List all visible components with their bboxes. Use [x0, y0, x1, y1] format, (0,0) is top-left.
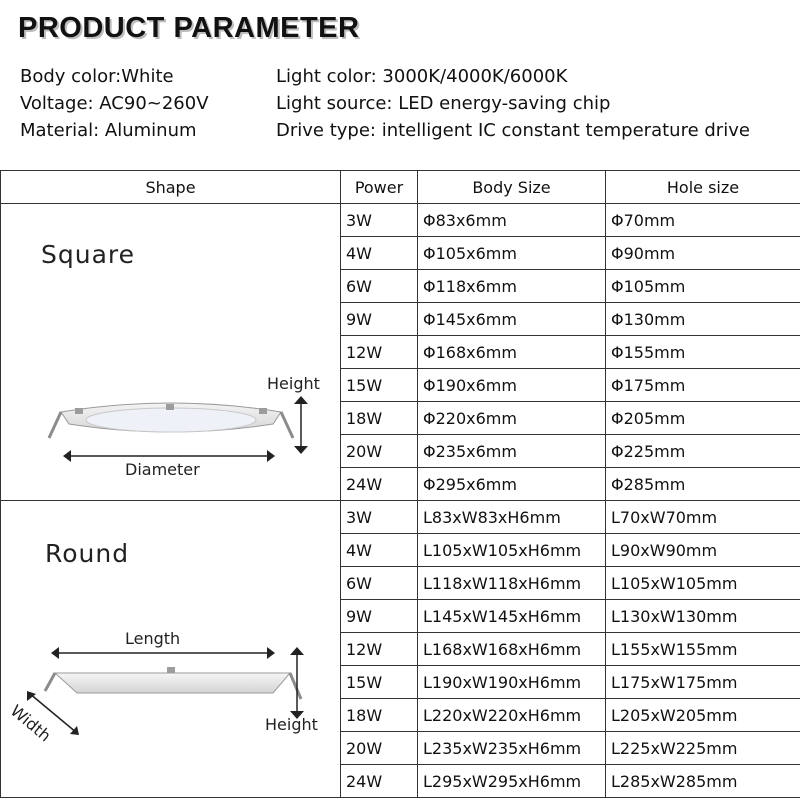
- power-cell: 9W: [341, 303, 418, 336]
- power-cell: 20W: [341, 732, 418, 765]
- body-size-cell: Φ295x6mm: [418, 468, 606, 501]
- power-cell: 15W: [341, 666, 418, 699]
- body-size-cell: Φ83x6mm: [418, 204, 606, 237]
- body-size-cell: L220xW220xH6mm: [418, 699, 606, 732]
- body-size-cell: Φ118x6mm: [418, 270, 606, 303]
- shape-name: Square: [41, 240, 136, 269]
- table-header-row: [1, 171, 800, 204]
- hole-size-cell: Φ130mm: [606, 303, 800, 336]
- body-size-cell: L295xW295xH6mm: [418, 765, 606, 798]
- hole-size-cell: Φ205mm: [606, 402, 800, 435]
- header-hole-size: Hole size: [606, 171, 800, 204]
- header-shape: Shape: [1, 171, 341, 204]
- table-row: [1, 501, 800, 534]
- header-body-size: Body Size: [418, 171, 606, 204]
- hole-size-cell: L225xW225mm: [606, 732, 800, 765]
- body-size-cell: L83xW83xH6mm: [418, 501, 606, 534]
- power-cell: 18W: [341, 699, 418, 732]
- body-size-cell: Φ145x6mm: [418, 303, 606, 336]
- header-power: Power: [341, 171, 418, 204]
- power-cell: 18W: [341, 402, 418, 435]
- power-cell: 6W: [341, 270, 418, 303]
- body-size-cell: Φ190x6mm: [418, 369, 606, 402]
- power-cell: 6W: [341, 567, 418, 600]
- hole-size-cell: Φ105mm: [606, 270, 800, 303]
- hole-size-cell: L155xW155mm: [606, 633, 800, 666]
- power-cell: 12W: [341, 336, 418, 369]
- body-size-cell: L105xW105xH6mm: [418, 534, 606, 567]
- spec-light-source: Light source: LED energy-saving chip: [276, 93, 611, 114]
- spec-body-color: Body color:White: [20, 66, 174, 87]
- hole-size-cell: Φ70mm: [606, 204, 800, 237]
- hole-size-cell: L130xW130mm: [606, 600, 800, 633]
- power-cell: 15W: [341, 369, 418, 402]
- power-cell: 20W: [341, 435, 418, 468]
- spec-material: Material: Aluminum: [20, 120, 197, 141]
- dim-label-width: Width: [6, 701, 55, 746]
- hole-size-cell: Φ155mm: [606, 336, 800, 369]
- body-size-cell: L235xW235xH6mm: [418, 732, 606, 765]
- power-cell: 3W: [341, 204, 418, 237]
- power-cell: 4W: [341, 237, 418, 270]
- hole-size-cell: Φ285mm: [606, 468, 800, 501]
- body-size-cell: L145xW145xH6mm: [418, 600, 606, 633]
- parameter-table: [0, 170, 800, 798]
- power-cell: 12W: [341, 633, 418, 666]
- body-size-cell: L118xW118xH6mm: [418, 567, 606, 600]
- table-row: [1, 204, 800, 237]
- body-size-cell: L168xW168xH6mm: [418, 633, 606, 666]
- hole-size-cell: L285xW285mm: [606, 765, 800, 798]
- hole-size-cell: L90xW90mm: [606, 534, 800, 567]
- hole-size-cell: L70xW70mm: [606, 501, 800, 534]
- body-size-cell: L190xW190xH6mm: [418, 666, 606, 699]
- hole-size-cell: Φ90mm: [606, 237, 800, 270]
- hole-size-cell: L175xW175mm: [606, 666, 800, 699]
- body-size-cell: Φ235x6mm: [418, 435, 606, 468]
- page-title: PRODUCT PARAMETER: [18, 12, 360, 44]
- spec-drive-type: Drive type: intelligent IC constant temperature drive: [276, 120, 750, 141]
- dim-label-height: Height: [265, 715, 318, 734]
- panel-illustration-2: [15, 641, 335, 751]
- body-size-cell: Φ220x6mm: [418, 402, 606, 435]
- dim-label-length: Length: [125, 629, 181, 648]
- dim-label-diameter: Diameter: [125, 460, 200, 479]
- power-cell: 24W: [341, 765, 418, 798]
- dim-label-height: Height: [267, 374, 320, 393]
- body-size-cell: Φ105x6mm: [418, 237, 606, 270]
- hole-size-cell: Φ175mm: [606, 369, 800, 402]
- shape-name: Round: [45, 539, 130, 568]
- power-cell: 4W: [341, 534, 418, 567]
- body-size-cell: Φ168x6mm: [418, 336, 606, 369]
- hole-size-cell: Φ225mm: [606, 435, 800, 468]
- shape-cell-round: [1, 501, 341, 798]
- power-cell: 24W: [341, 468, 418, 501]
- spec-light-color: Light color: 3000K/4000K/6000K: [276, 66, 568, 87]
- hole-size-cell: L105xW105mm: [606, 567, 800, 600]
- shape-cell-square: [1, 204, 341, 501]
- hole-size-cell: L205xW205mm: [606, 699, 800, 732]
- spec-voltage: Voltage: AC90~260V: [20, 93, 209, 114]
- power-cell: 3W: [341, 501, 418, 534]
- power-cell: 9W: [341, 600, 418, 633]
